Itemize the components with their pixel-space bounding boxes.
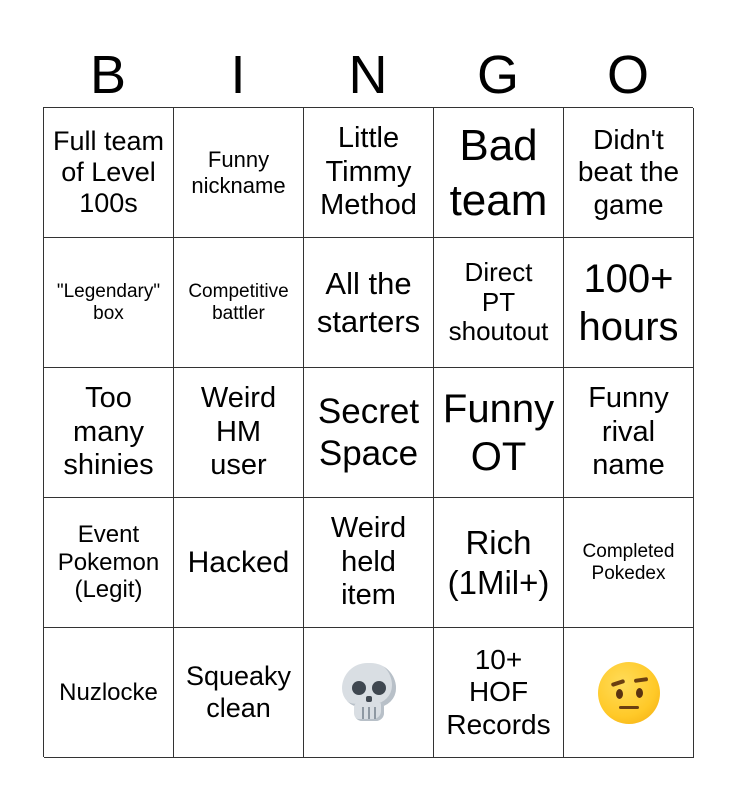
cell-label: Squeaky clean: [185, 661, 292, 723]
bingo-cell[interactable]: [174, 628, 304, 758]
header-letter-n: N: [348, 45, 388, 105]
cell-label: "Legendary" box: [56, 280, 161, 324]
bingo-cell[interactable]: [434, 498, 564, 628]
cell-label: Hacked: [187, 545, 290, 579]
bingo-cell[interactable]: [434, 628, 564, 758]
bingo-cell[interactable]: [44, 498, 174, 628]
face-with-raised-eyebrow-icon: [598, 662, 660, 724]
cell-label: Direct PT shoutout: [448, 256, 549, 347]
cell-label: All the starters: [316, 266, 421, 339]
cell-label: Event Pokemon (Legit): [57, 521, 160, 604]
bingo-cell[interactable]: [174, 238, 304, 368]
bingo-cell[interactable]: [304, 498, 434, 628]
header-letter-o: O: [606, 45, 649, 105]
cell-label: 10+ HOF Records: [446, 644, 551, 740]
bingo-cell[interactable]: [564, 498, 694, 628]
cell-label: Too many shinies: [63, 382, 154, 482]
bingo-cell[interactable]: [44, 368, 174, 498]
bingo-cell[interactable]: [174, 368, 304, 498]
bingo-cell[interactable]: [304, 368, 434, 498]
header-letter-b: B: [89, 45, 127, 105]
bingo-cell[interactable]: [564, 238, 694, 368]
cell-label: Weird held item: [330, 512, 407, 612]
cell-label: Full team of Level 100s: [52, 125, 165, 219]
cell-label: Funny rival name: [588, 382, 669, 482]
bingo-cell[interactable]: [434, 108, 564, 238]
cell-label: Weird HM user: [200, 382, 277, 482]
cell-label: Funny OT: [442, 386, 555, 479]
cell-label: Secret Space: [317, 391, 420, 473]
bingo-cell[interactable]: [44, 238, 174, 368]
cell-label: Rich (1Mil+): [447, 523, 550, 601]
bingo-cell[interactable]: [434, 238, 564, 368]
bingo-cell[interactable]: [44, 628, 174, 758]
bingo-board: [43, 107, 693, 757]
bingo-cell[interactable]: [304, 108, 434, 238]
header-letter-g: G: [476, 45, 519, 105]
bingo-cell-free[interactable]: [304, 628, 434, 758]
cell-label: Competitive battler: [188, 280, 289, 324]
cell-label: Bad team: [449, 120, 548, 225]
cell-label: Didn't beat the game: [577, 124, 680, 220]
skull-icon: [342, 663, 396, 723]
cell-label: Little Timmy Method: [320, 122, 417, 222]
cell-label: 100+ hours: [578, 256, 679, 349]
bingo-header: [43, 42, 693, 108]
bingo-cell[interactable]: [304, 238, 434, 368]
bingo-cell[interactable]: [174, 498, 304, 628]
bingo-cell[interactable]: [564, 628, 694, 758]
bingo-cell[interactable]: [174, 108, 304, 238]
bingo-cell[interactable]: [564, 108, 694, 238]
bingo-cell[interactable]: [44, 108, 174, 238]
header-letter-i: I: [230, 45, 246, 105]
bingo-cell[interactable]: [434, 368, 564, 498]
cell-label: Nuzlocke: [59, 678, 158, 706]
cell-label: Completed Pokedex: [582, 540, 675, 584]
cell-label: Funny nickname: [191, 147, 286, 198]
bingo-cell[interactable]: [564, 368, 694, 498]
